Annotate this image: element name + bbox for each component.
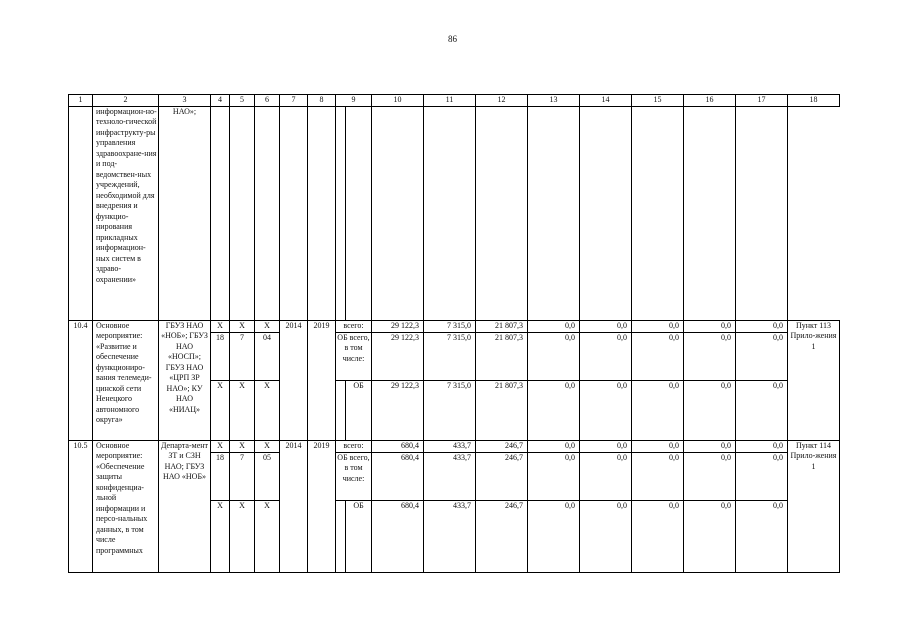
note-cell: Пункт 113 Прило-жения 1 [788, 320, 840, 440]
code-cell: X [211, 440, 230, 452]
source-label: ОБ [346, 380, 372, 440]
value-cell: 0,0 [528, 440, 580, 452]
code-cell: 18 [211, 452, 230, 500]
empty-cell [280, 106, 308, 320]
col-num: 9 [336, 95, 372, 107]
row-number: 10.5 [69, 440, 93, 572]
note-cell: Пункт 114 Прило-жения 1 [788, 440, 840, 572]
value-cell: 0,0 [580, 332, 632, 380]
empty-cell [308, 106, 336, 320]
page-number: 86 [448, 34, 457, 44]
start-year: 2014 [280, 440, 308, 572]
source-label: всего: [336, 320, 372, 332]
value-cell: 0,0 [736, 440, 788, 452]
empty-cell [346, 106, 372, 320]
code-cell: X [255, 440, 280, 452]
value-cell: 0,0 [528, 380, 580, 440]
value-cell: 0,0 [580, 440, 632, 452]
col-num: 6 [255, 95, 280, 107]
empty-cell [736, 106, 788, 320]
value-cell: 0,0 [736, 380, 788, 440]
value-cell: 246,7 [476, 440, 528, 452]
value-cell: 433,7 [424, 452, 476, 500]
organization-cell: Департа-мент ЗТ и СЗН НАО; ГБУЗ НАО «НОБ» [159, 440, 211, 572]
start-year: 2014 [280, 320, 308, 440]
code-cell: X [211, 500, 230, 572]
value-cell: 680,4 [372, 440, 424, 452]
value-cell: 0,0 [684, 500, 736, 572]
col-num: 8 [308, 95, 336, 107]
value-cell: 433,7 [424, 500, 476, 572]
value-cell: 0,0 [684, 452, 736, 500]
indent-cell [336, 380, 346, 440]
empty-cell [424, 106, 476, 320]
column-number-row [69, 95, 840, 107]
col-num: 16 [684, 95, 736, 107]
col-num: 13 [528, 95, 580, 107]
col-num: 10 [372, 95, 424, 107]
value-cell: 0,0 [736, 500, 788, 572]
col-num: 7 [280, 95, 308, 107]
value-cell: 0,0 [632, 332, 684, 380]
code-cell: X [230, 500, 255, 572]
empty-cell [528, 106, 580, 320]
value-cell: 0,0 [684, 320, 736, 332]
value-cell: 7 315,0 [424, 332, 476, 380]
code-cell: 04 [255, 332, 280, 380]
value-cell: 7 315,0 [424, 320, 476, 332]
end-year: 2019 [308, 440, 336, 572]
value-cell: 433,7 [424, 440, 476, 452]
code-cell: 7 [230, 452, 255, 500]
end-year: 2019 [308, 320, 336, 440]
num-cell [69, 106, 93, 320]
col-num: 3 [159, 95, 211, 107]
program-table [68, 94, 840, 573]
empty-cell [476, 106, 528, 320]
table-row [69, 320, 840, 332]
continuation-row [69, 106, 840, 320]
value-cell: 680,4 [372, 500, 424, 572]
description-cell: Основное мероприятие: «Развитие и обеспечение функциониро-вания телемеди-цинской сети Ненецкого автономного округа» [93, 320, 159, 440]
value-cell: 29 122,3 [372, 380, 424, 440]
table-row [69, 440, 840, 452]
value-cell: 0,0 [528, 332, 580, 380]
source-label: ОБ всего, в том числе: [336, 452, 372, 500]
value-cell: 29 122,3 [372, 332, 424, 380]
code-cell: X [230, 440, 255, 452]
empty-cell [580, 106, 632, 320]
empty-cell [684, 106, 736, 320]
value-cell: 0,0 [684, 440, 736, 452]
description-cell: информацион-но-техноло-гической инфраструкту-ры управления здравоохране-ния и под-ведомствен-ных учреждений, необходимой для внедрения и функцио-нирования прикладных информацион-ных систем в здраво-охранении» [93, 106, 159, 320]
col-num: 1 [69, 95, 93, 107]
value-cell: 0,0 [632, 500, 684, 572]
code-cell: X [255, 320, 280, 332]
source-label: ОБ всего, в том числе: [336, 332, 372, 380]
indent-cell [336, 500, 346, 572]
value-cell: 0,0 [580, 320, 632, 332]
col-num: 17 [736, 95, 788, 107]
value-cell: 0,0 [736, 332, 788, 380]
col-num: 4 [211, 95, 230, 107]
value-cell: 246,7 [476, 500, 528, 572]
code-cell: X [255, 500, 280, 572]
value-cell: 680,4 [372, 452, 424, 500]
value-cell: 21 807,3 [476, 380, 528, 440]
value-cell: 29 122,3 [372, 320, 424, 332]
value-cell: 7 315,0 [424, 380, 476, 440]
code-cell: X [230, 320, 255, 332]
value-cell: 0,0 [632, 452, 684, 500]
value-cell: 0,0 [736, 320, 788, 332]
code-cell: X [211, 320, 230, 332]
organization-cell: НАО»; [159, 106, 211, 320]
value-cell: 21 807,3 [476, 320, 528, 332]
value-cell: 0,0 [528, 452, 580, 500]
source-label: ОБ [346, 500, 372, 572]
code-cell: X [230, 380, 255, 440]
description-cell: Основное мероприятие: «Обеспечение защиты конфиденциа-льной информации и персо-нальных данных, в том числе программных [93, 440, 159, 572]
code-cell: 7 [230, 332, 255, 380]
value-cell: 0,0 [684, 380, 736, 440]
empty-cell [336, 106, 346, 320]
col-num: 14 [580, 95, 632, 107]
empty-cell [211, 106, 230, 320]
organization-cell: ГБУЗ НАО «НОБ»; ГБУЗ НАО «НОСП»; ГБУЗ НАО «ЦРП ЗР НАО»; КУ НАО «НИАЦ» [159, 320, 211, 440]
code-cell: 18 [211, 332, 230, 380]
value-cell: 0,0 [632, 380, 684, 440]
row-number: 10.4 [69, 320, 93, 440]
value-cell: 0,0 [528, 320, 580, 332]
value-cell: 0,0 [528, 500, 580, 572]
code-cell: 05 [255, 452, 280, 500]
col-num: 5 [230, 95, 255, 107]
empty-cell [255, 106, 280, 320]
value-cell: 21 807,3 [476, 332, 528, 380]
empty-cell [372, 106, 424, 320]
col-num: 11 [424, 95, 476, 107]
col-num: 15 [632, 95, 684, 107]
value-cell: 246,7 [476, 452, 528, 500]
col-num: 12 [476, 95, 528, 107]
empty-cell [230, 106, 255, 320]
empty-cell [632, 106, 684, 320]
value-cell: 0,0 [684, 332, 736, 380]
code-cell: X [211, 380, 230, 440]
code-cell: X [255, 380, 280, 440]
value-cell: 0,0 [632, 320, 684, 332]
value-cell: 0,0 [580, 500, 632, 572]
value-cell: 0,0 [632, 440, 684, 452]
source-label: всего: [336, 440, 372, 452]
value-cell: 0,0 [580, 452, 632, 500]
value-cell: 0,0 [736, 452, 788, 500]
col-num: 2 [93, 95, 159, 107]
col-num: 18 [788, 95, 840, 107]
value-cell: 0,0 [580, 380, 632, 440]
